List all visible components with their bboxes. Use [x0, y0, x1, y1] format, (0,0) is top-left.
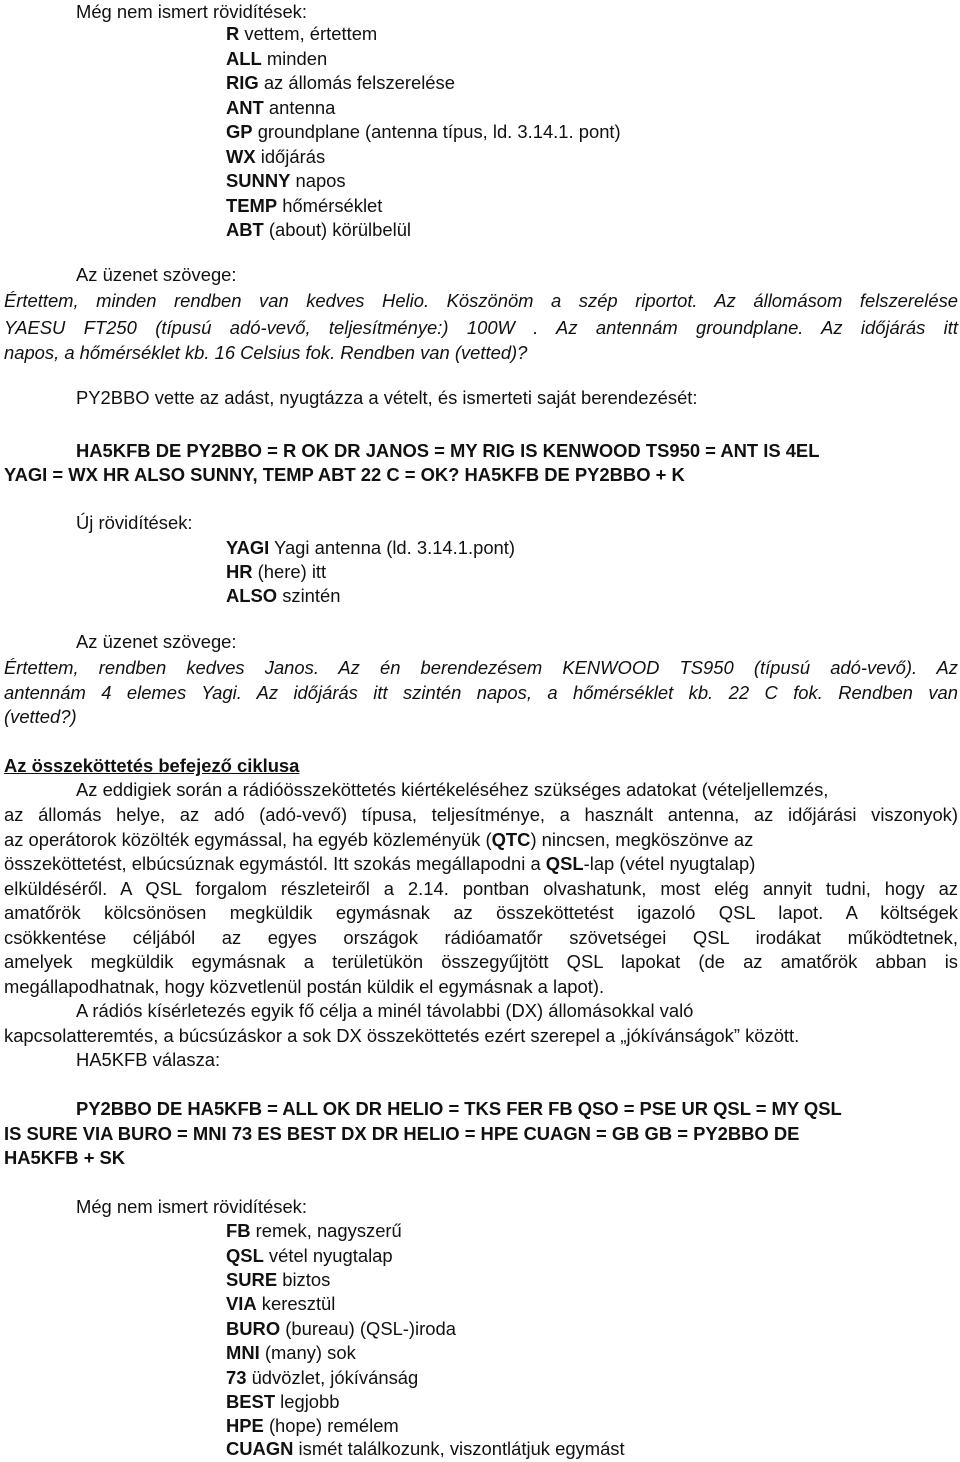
- abbrev-item: GP groundplane (antenna típus, ld. 3.14.1. pont): [226, 121, 621, 142]
- message-line: napos, a hőmérséklet kb. 16 Celsius fok. Rendben van (vetted)?: [4, 342, 528, 363]
- code-line: YAGI = WX HR ALSO SUNNY, TEMP ABT 22 C = OK? HA5KFB DE PY2BBO + K: [4, 464, 685, 485]
- message-line: (vetted?): [4, 706, 77, 727]
- abbrev-item: ABT (about) körülbelül: [226, 219, 412, 240]
- abbrev-item: RIG az állomás felszerelése: [226, 72, 455, 93]
- reply-intro: HA5KFB válasza:: [76, 1049, 221, 1070]
- paragraph-line: megállapodhatnak, hogy közvetlenül postán küldik el egymásnak a lapot).: [4, 976, 605, 997]
- section-title: Az összeköttetés befejező ciklusa: [4, 755, 300, 776]
- paragraph-line: amatőrök kölcsönösen megküldik egymásnak az összeköttetést igazoló QSL lapot. A költségek: [4, 902, 958, 923]
- code-line: HA5KFB DE PY2BBO = R OK DR JANOS = MY RIG IS KENWOOD TS950 = ANT IS 4EL: [76, 440, 820, 461]
- code-line: HA5KFB + SK: [4, 1147, 126, 1168]
- abbrev-item: SUNNY napos: [226, 170, 346, 191]
- message-line: antennám 4 elemes Yagi. Az időjárás itt szintén napos, a hőmérséklet kb. 22 C fok. Rendben van: [4, 682, 958, 703]
- qsl-abbr: QSL: [545, 853, 584, 874]
- abbrev-item: CUAGN ismét találkozunk, viszontlátjuk egymást: [226, 1438, 625, 1459]
- abbrev-item: YAGI Yagi antenna (ld. 3.14.1.pont): [226, 537, 516, 558]
- paragraph-line: Az eddigiek során a rádióösszeköttetés kiértékeléséhez szükséges adatokat (vételjellemzés,: [76, 779, 829, 800]
- abbrev-item: WX időjárás: [226, 146, 326, 167]
- abbrev-item: 73 üdvözlet, jókívánság: [226, 1367, 419, 1388]
- abbrev-item: MNI (many) sok: [226, 1342, 356, 1363]
- reply-intro: PY2BBO vette az adást, nyugtázza a vételt, és ismerteti saját berendezését:: [76, 387, 698, 408]
- message-heading: Az üzenet szövege:: [76, 264, 237, 285]
- code-line: IS SURE VIA BURO = MNI 73 ES BEST DX DR HELIO = HPE CUAGN = GB GB = PY2BBO DE: [4, 1123, 800, 1144]
- abbrev-heading: Új rövidítések:: [76, 512, 193, 533]
- paragraph-line: A rádiós kísérletezés egyik fő célja a minél távolabbi (DX) állomásokkal való: [76, 1000, 694, 1021]
- abbrev-item: ANT antenna: [226, 97, 336, 118]
- paragraph-line: összeköttetést, elbúcsúznak egymástól. Itt szokás megállapodni a QSL-lap (vétel nyugtalap): [4, 853, 756, 874]
- paragraph-line: amelyek megküldik egymásnak a területükön összegyűjtött QSL lapokat (de az amatőrök abban is: [4, 951, 958, 972]
- abbrev-item: ALL minden: [226, 48, 328, 69]
- abbrev-heading: Még nem ismert rövidítések:: [76, 1196, 307, 1217]
- message-line: Értettem, minden rendben van kedves Helio. Köszönöm a szép riportot. Az állomásom felszerelése: [4, 290, 958, 311]
- abbrev-item: BURO (bureau) (QSL-)iroda: [226, 1318, 456, 1339]
- abbrev-item: QSL vétel nyugtalap: [226, 1245, 393, 1266]
- paragraph-line: elküldéséről. A QSL forgalom részleteiről a 2.14. pontban olvashatunk, most elég annyit tudni, hogy az: [4, 878, 958, 899]
- qtc-abbr: QTC: [491, 829, 531, 850]
- paragraph-line: az állomás helye, az adó (adó-vevő) típusa, teljesítménye, a használt antenna, az időjárási viszonyok): [4, 804, 958, 825]
- paragraph-line: csökkentése céljából az egyes országok rádióamatőr szövetségei QSL irodákat működtetnek,: [4, 927, 958, 948]
- message-line: YAESU FT250 (típusú adó-vevő, teljesítménye:) 100W . Az antennám groundplane. Az időjárás itt: [4, 317, 958, 338]
- code-line: PY2BBO DE HA5KFB = ALL OK DR HELIO = TKS FER FB QSO = PSE UR QSL = MY QSL: [76, 1098, 842, 1119]
- abbrev-item: SURE biztos: [226, 1269, 331, 1290]
- paragraph-line: kapcsolatteremtés, a búcsúzáskor a sok DX összeköttetés ezért szerepel a „jókívánságok” között.: [4, 1025, 800, 1046]
- abbrev-item: HR (here) itt: [226, 561, 327, 582]
- abbrev-item: HPE (hope) remélem: [226, 1415, 399, 1436]
- paragraph-line: az operátorok közölték egymással, ha egyéb közleményük (QTC) nincsen, megköszönve az: [4, 829, 754, 850]
- message-heading: Az üzenet szövege:: [76, 631, 237, 652]
- abbrev-item: TEMP hőmérséklet: [226, 195, 383, 216]
- abbrev-item: ALSO szintén: [226, 585, 341, 606]
- abbrev-item: BEST legjobb: [226, 1391, 340, 1412]
- abbrev-item: VIA keresztül: [226, 1293, 336, 1314]
- abbrev-heading: Még nem ismert rövidítések:: [76, 1, 307, 22]
- abbrev-item: FB remek, nagyszerű: [226, 1220, 402, 1241]
- message-line: Értettem, rendben kedves Janos. Az én berendezésem KENWOOD TS950 (típusú adó-vevő). Az: [4, 657, 958, 678]
- abbrev-item: R vettem, értettem: [226, 23, 378, 44]
